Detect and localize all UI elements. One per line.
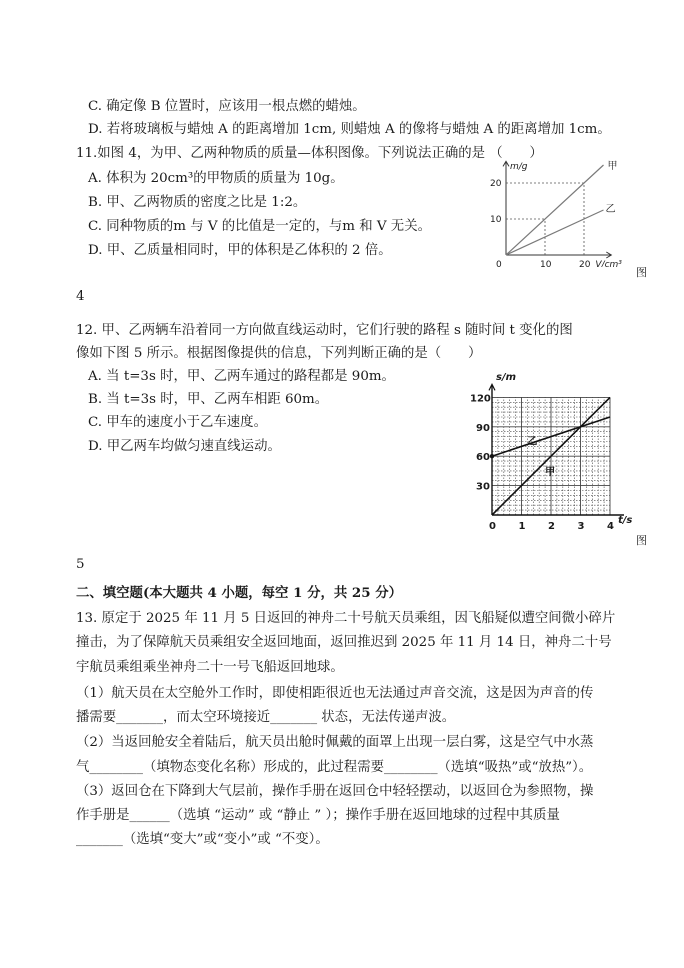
- figure-5-distance-time-graph: [464, 370, 634, 530]
- x-tick-label: 3: [577, 521, 585, 530]
- x-axis-label: V/cm³: [595, 260, 622, 267]
- series-label-jia: 甲: [607, 161, 618, 172]
- y-tick-label: 10: [490, 215, 502, 225]
- figure-4-caption-number: 4: [76, 289, 85, 304]
- figure-5-caption-tail: 图: [636, 534, 647, 547]
- q12-option-c: C. 甲车的速度小于乙车速度。: [88, 415, 267, 430]
- q10-option-c: C. 确定像 B 位置时，应该用一根点燃的蜡烛。: [88, 99, 366, 114]
- q11-option-d: D. 甲、乙质量相同时，甲的体积是乙体积的 2 倍。: [88, 243, 392, 258]
- q11-stem: 11.如图 4，为甲、乙两种物质的质量—体积图像。下列说法正确的是 （ ）: [76, 146, 543, 161]
- q12-option-d: D. 甲乙两车均做匀速直线运动。: [88, 439, 281, 454]
- q10-option-d: D. 若将玻璃板与蜡烛 A 的距离增加 1cm, 则蜡烛 A 的像将与蜡烛 A 的距离增加 1cm。: [88, 122, 611, 137]
- q11-option-c: C. 同种物质的m 与 V 的比值是一定的，与m 和 V 无关。: [88, 219, 431, 234]
- figure-5-caption-number: 5: [76, 557, 85, 572]
- x-tick-label: 1: [518, 521, 526, 530]
- y-tick-label: 120: [470, 393, 491, 405]
- x-tick-label: 10: [540, 260, 552, 267]
- q12-stem-line1: 12. 甲、乙两辆车沿着同一方向做直线运动时，它们行驶的路程 s 随时间 t 变化的图: [76, 323, 573, 338]
- q13-part3-line2: 作手册是______（选填 “运动” 或 “静止 ” ）；操作手册在返回地球的过程中其质量: [76, 808, 560, 823]
- series-label-yi: 乙: [605, 204, 616, 215]
- series-label-jia: 甲: [545, 466, 556, 478]
- x-tick-label: 4: [607, 521, 614, 530]
- q13-part2-line1: （2）当返回舱安全着陆后，航天员出舱时佩戴的面罩上出现一层白雾，这是空气中水蒸: [76, 735, 594, 750]
- y-axis-label: s/m: [496, 372, 517, 383]
- q13-stem-line1: 13. 原定于 2025 年 11 月 5 日返回的神舟二十号航天员乘组，因飞船疑似遭空间微小碎片: [76, 611, 616, 626]
- series-line-jia: [506, 165, 604, 255]
- y-tick-label: 90: [476, 422, 490, 434]
- x-tick-label: 2: [548, 521, 555, 530]
- q11-option-b: B. 甲、乙两物质的密度之比是 1:2。: [88, 195, 307, 210]
- q13-part1-line2: 播需要_______，而太空环境接近_______ 状态，无法传递声波。: [76, 710, 456, 725]
- y-tick-label: 30: [476, 481, 490, 493]
- q12-stem-line2: 像如下图 5 所示。根据图像提供的信息，下列判断正确的是（ ）: [76, 346, 482, 361]
- q13-stem-line3: 宇航员乘组乘坐神舟二十一号飞船返回地球。: [76, 660, 344, 675]
- figure-4-caption-tail: 图: [636, 266, 647, 279]
- q13-part2-line2: 气________（填物态变化名称）形成的，此过程需要________（选填“吸热”或“放热”）。: [76, 760, 593, 775]
- x-tick-label: 0: [489, 521, 496, 530]
- q11-option-a: A. 体积为 20cm³的甲物质的质量为 10g。: [88, 171, 344, 186]
- x-axis-label: t/s: [618, 515, 633, 526]
- figure-4-mass-volume-graph: [480, 157, 640, 267]
- y-axis-label: m/g: [510, 162, 528, 172]
- y-tick-label: 20: [490, 179, 502, 189]
- q12-option-a: A. 当 t=3s 时，甲、乙两车通过的路程都是 90m。: [88, 369, 395, 384]
- x-tick-label: 20: [579, 260, 591, 267]
- q13-part3-line3: _______（选填“变大”或“变小”或 “不变）。: [76, 832, 329, 847]
- origin-label: 0: [496, 260, 502, 267]
- series-point-yi-start: [490, 454, 494, 458]
- y-tick-label: 60: [476, 452, 490, 464]
- section-2-heading: 二、填空题(本大题共 4 小题，每空 1 分，共 25 分）: [76, 585, 402, 601]
- q13-part3-line1: （3）返回仓在下降到大气层前，操作手册在返回仓中轻轻摆动，以返回仓为参照物，操: [76, 784, 594, 799]
- q13-stem-line2: 撞击，为了保障航天员乘组安全返回地面，返回推迟到 2025 年 11 月 14 日，神舟二十号: [76, 635, 612, 650]
- series-label-yi: 乙: [527, 436, 538, 448]
- series-line-yi: [506, 210, 604, 255]
- q12-option-b: B. 当 t=3s 时，甲、乙两车相距 60m。: [88, 392, 329, 407]
- q13-part1-line1: （1）航天员在太空舱外工作时，即使相距很近也无法通过声音交流，这是因为声音的传: [76, 686, 594, 701]
